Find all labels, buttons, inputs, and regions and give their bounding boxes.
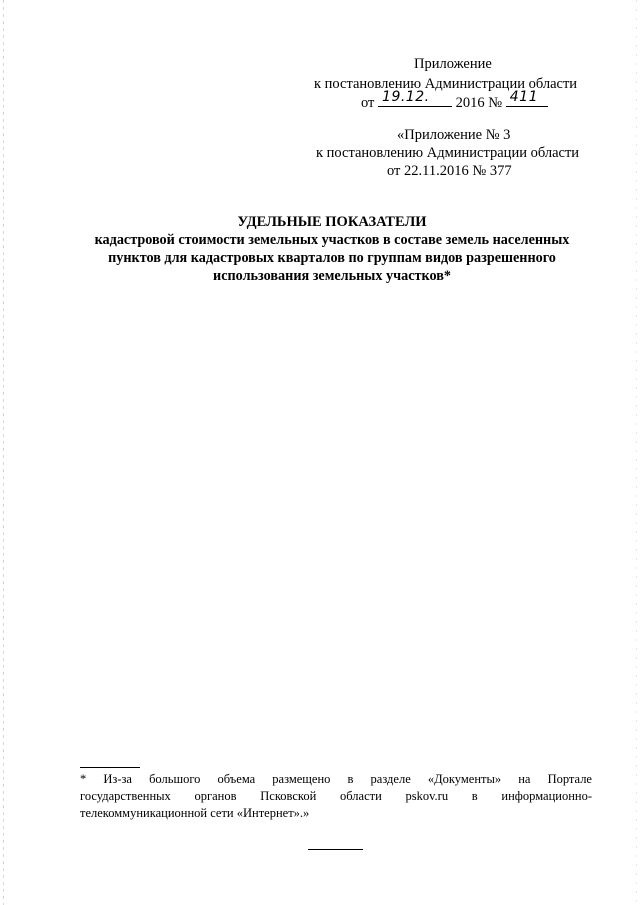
date-blank (378, 89, 452, 107)
header-date-prefix: от (361, 95, 375, 111)
number-blank (506, 89, 548, 107)
reference-resolution-line: к постановлению Администрации области (316, 145, 580, 161)
reference-appendix-label: «Приложение № 3 (397, 127, 511, 143)
header-date-line (361, 89, 548, 112)
title-line-3: использования земельных участков* (213, 268, 451, 284)
header-year-label: 2016 № (455, 95, 503, 111)
footnote-separator (80, 767, 140, 768)
handwritten-date: 19.12. (382, 89, 430, 105)
header-appendix-label: Приложение (414, 56, 492, 72)
document-title: УДЕЛЬНЫЕ ПОКАЗАТЕЛИ (237, 214, 427, 230)
header-resolution-line: к постановлению Администрации области (314, 76, 578, 92)
scan-edge-left (3, 0, 4, 905)
title-line-1: кадастровой стоимости земельных участков в составе земель населенных (94, 232, 570, 248)
handwritten-number: 411 (509, 89, 538, 105)
scan-edge-right (636, 0, 637, 905)
footnote-line-2: государственных органов Псковской области pskov.ru в информационно- (80, 789, 592, 803)
footnote-line-3: телекоммуникационной сети «Интернет».» (80, 806, 310, 820)
footnote-line-1: * Из-за большого объема размещено в разделе «Документы» на Портале (80, 772, 592, 786)
title-line-2: пунктов для кадастровых кварталов по группам видов разрешенного (108, 250, 556, 266)
end-separator (308, 849, 363, 850)
reference-date-line: от 22.11.2016 № 377 (387, 163, 512, 179)
